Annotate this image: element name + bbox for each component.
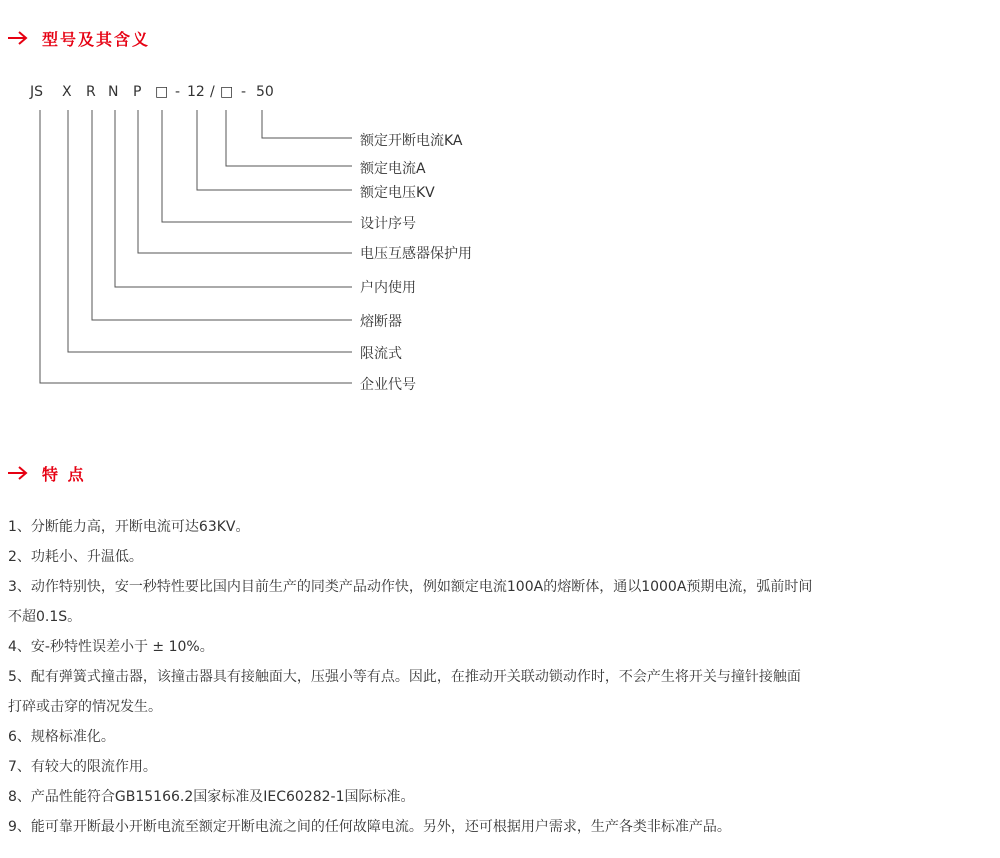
- meaning-fuse: 熔断器: [360, 314, 402, 330]
- code-part-js: JS: [30, 84, 44, 100]
- feature-line: 3、动作特别快，安一秒特性要比国内目前生产的同类产品动作快，例如额定电流100A的熔断体，通以1000A预期电流，弧前时间: [8, 579, 813, 595]
- feature-line: 9、能可靠开断最小开断电流至额定开断电流之间的任何故障电流。另外，还可根据用户需求，生产各类非标准产品。: [8, 819, 731, 835]
- section-title-model: 型号及其含义: [42, 29, 151, 49]
- meaning-current-limiting: 限流式: [360, 346, 402, 362]
- feature-line: 不超0.1S。: [8, 609, 82, 625]
- meaning-company-code: 企业代号: [360, 377, 416, 393]
- connector-line-current-limiting: [68, 110, 352, 352]
- feature-line: 7、有较大的限流作用。: [8, 759, 157, 775]
- meaning-indoor: 户内使用: [360, 280, 416, 296]
- code-part-dash-1: -: [175, 84, 181, 100]
- model-code-connectors: [0, 0, 1000, 420]
- connector-line-indoor: [115, 110, 352, 287]
- connector-line-rated-voltage: [197, 110, 352, 190]
- connector-line-rated-breaking-current: [262, 110, 352, 138]
- feature-line: 1、分断能力高，开断电流可达63KV。: [8, 519, 250, 535]
- meaning-rated-voltage: 额定电压KV: [360, 185, 435, 201]
- feature-line: 打碎或击穿的情况发生。: [8, 699, 162, 715]
- feature-line: 5、配有弹簧式撞击器，该撞击器具有接触面大，压强小等有点。因此，在推动开关联动锁动作时，不会产生将开关与撞针接触面: [8, 669, 801, 685]
- feature-line: 2、功耗小、升温低。: [8, 549, 143, 565]
- code-part-x: X: [62, 84, 72, 100]
- meaning-rated-breaking-current: 额定开断电流KA: [360, 133, 463, 149]
- features-list: [8, 512, 993, 842]
- feature-line: 8、产品性能符合GB15166.2国家标准及IEC60282-1国际标准。: [8, 789, 415, 805]
- code-part-r: R: [86, 84, 96, 100]
- code-part-slash: /: [210, 84, 215, 100]
- code-part-n: N: [108, 84, 119, 100]
- feature-line: 4、安-秒特性误差小于 ± 10%。: [8, 639, 214, 655]
- code-part-dash-2: -: [241, 84, 247, 100]
- section-header-features: [6, 461, 86, 485]
- section-title-features: 特 点: [42, 464, 86, 484]
- connector-line-pt-protection: [138, 110, 352, 253]
- code-part-50: 50: [256, 84, 274, 100]
- connector-line-fuse: [92, 110, 352, 320]
- connector-line-company-code: [40, 110, 352, 383]
- meaning-pt-protection: 电压互感器保护用: [360, 246, 472, 262]
- code-part-box-2: □: [220, 84, 234, 100]
- code-part-p: P: [133, 84, 142, 100]
- meaning-rated-current: 额定电流A: [360, 161, 426, 177]
- code-part-12: 12: [187, 84, 205, 100]
- code-part-box-1: □: [155, 84, 169, 100]
- arrow-right-icon: [6, 463, 30, 483]
- feature-line: 6、规格标准化。: [8, 729, 115, 745]
- meaning-design-number: 设计序号: [360, 216, 416, 232]
